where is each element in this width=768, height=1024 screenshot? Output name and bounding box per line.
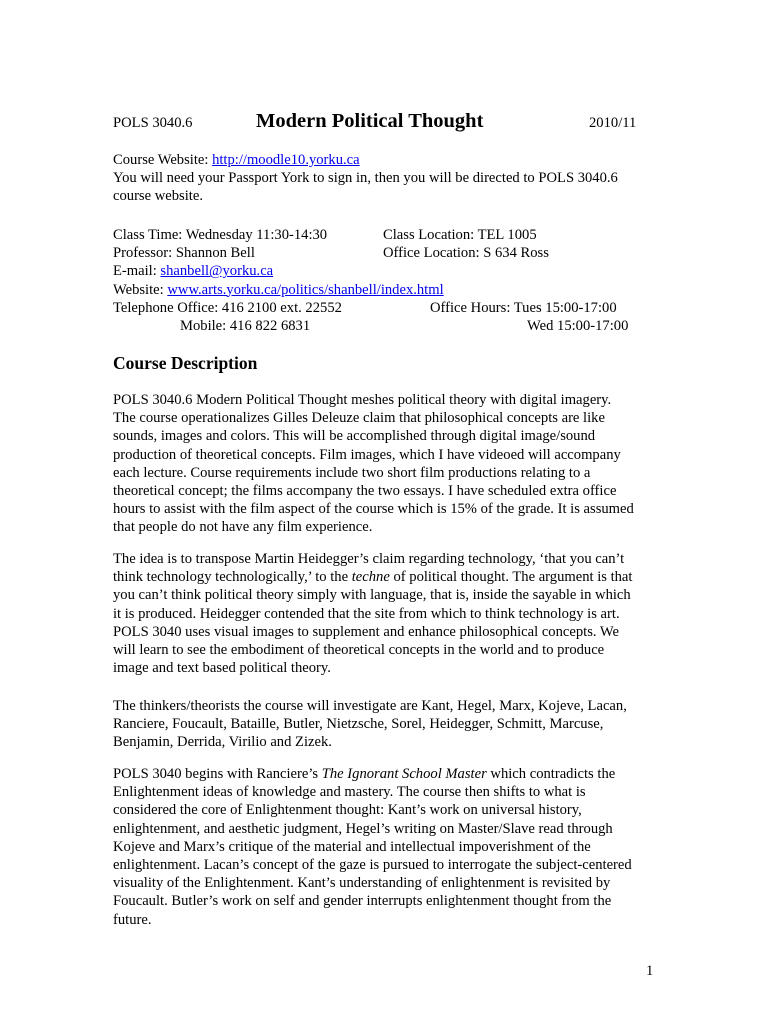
paragraph-line: future. — [113, 911, 152, 928]
paragraph-2 — [113, 550, 658, 677]
paragraph-line: Foucault. Butler’s work on self and gender interrupts enlightenment thought from the — [113, 893, 612, 910]
professor-name: Professor: Shannon Bell — [113, 245, 255, 262]
paragraph-line — [113, 765, 658, 783]
paragraph-line: Kojeve and Marx’s critique of the material and intellectual impoverishment of the — [113, 838, 591, 855]
paragraph-3 — [113, 697, 658, 752]
paragraph-line: theoretical concept; the films accompany the two essays. I have scheduled extra office — [113, 482, 617, 499]
italic-term: techne — [351, 569, 390, 586]
italic-book-title: The Ignorant School Master — [321, 766, 487, 782]
paragraph-line: The course operationalizes Gilles Deleuze claim that philosophical concepts are like — [113, 410, 605, 427]
course-website-link[interactable]: http://moodle10.yorku.ca — [212, 152, 360, 168]
paragraph-line: hours to assist with the film aspect of the course which is 15% of the grade. It is assumed — [113, 501, 634, 518]
office-location: Office Location: S 634 Ross — [383, 245, 549, 262]
text-run: which contradicts the — [486, 766, 616, 782]
section-heading-course-description: Course Description — [113, 353, 258, 373]
course-website-line — [113, 151, 618, 169]
website-label: Website: — [113, 281, 168, 298]
paragraph-line: it is produced. Heidegger contended that the site from which to think technology is art. — [113, 605, 620, 622]
paragraph-line: each lecture. Course requirements include two short film productions relating to a — [113, 464, 591, 481]
telephone-office: Telephone Office: 416 2100 ext. 22552 — [113, 299, 342, 316]
website-line — [113, 281, 444, 299]
website-intro — [113, 151, 618, 206]
telephone-mobile: Mobile: 416 822 6831 — [180, 317, 311, 334]
info-row-website — [113, 281, 653, 299]
paragraph-line: POLS 3040 uses visual images to supplement and enhance philosophical concepts. We — [113, 623, 619, 640]
info-row-email — [113, 262, 653, 280]
paragraph-line: will learn to see the embodiment of theoretical concepts in the world and to produce — [113, 641, 605, 658]
class-location: Class Location: TEL 1005 — [383, 227, 537, 243]
email-link[interactable]: shanbell@yorku.ca — [160, 263, 274, 280]
office-hours-wednesday: Wed 15:00-17:00 — [527, 317, 629, 334]
paragraph-line: The idea is to transpose Martin Heidegger’s claim regarding technology, ‘that you can’t — [113, 551, 625, 567]
paragraph-line: sounds, images and colors. This will be accomplished through digital image/sound — [113, 428, 596, 445]
paragraph-line: image and text based political theory. — [113, 660, 331, 677]
text-run: of political thought. The argument is that — [389, 569, 633, 586]
text-run: POLS 3040 begins with Ranciere’s — [113, 766, 322, 782]
professor-website-link[interactable]: www.arts.yorku.ca/politics/shanbell/index.html — [167, 281, 444, 298]
paragraph-line: considered the core of Enlightenment thought: Kant’s work on universal history, — [113, 802, 582, 819]
paragraph-line — [113, 568, 658, 586]
paragraph-line: Ranciere, Foucault, Bataille, Butler, Nietzsche, Sorel, Heidegger, Schmitt, Marcuse, — [113, 716, 604, 733]
paragraph-line: The thinkers/theorists the course will investigate are Kant, Hegel, Marx, Kojeve, Lacan, — [113, 698, 627, 714]
email-line — [113, 262, 273, 280]
passport-instructions-line-2: course website. — [113, 188, 203, 205]
course-code: POLS 3040.6 — [113, 115, 193, 131]
paragraph-line: you can’t think political theory simply with language, that is, inside the sayable in which — [113, 587, 631, 604]
passport-instructions-line: You will need your Passport York to sign in, then you will be directed to POLS 3040.6 — [113, 170, 618, 187]
email-label: E-mail: — [113, 263, 161, 280]
paragraph-4 — [113, 765, 658, 929]
paragraph-line: that people do not have any film experience. — [113, 519, 373, 536]
paragraph-line: Enlightenment ideas of knowledge and mastery. The course then shifts to what is — [113, 784, 586, 801]
info-row-time — [113, 226, 653, 244]
course-info — [113, 226, 653, 335]
paragraph-line: Benjamin, Derrida, Virilio and Zizek. — [113, 734, 332, 751]
info-row-telephone — [113, 299, 653, 317]
paragraph-line: visuality of the Enlightenment. Kant’s understanding of enlightenment is revisited by — [113, 875, 611, 892]
paragraph-line: POLS 3040.6 Modern Political Thought meshes political theory with digital imagery. — [113, 392, 612, 408]
paragraph-line: enlightenment, and aesthetic judgment, Hegel’s writing on Master/Slave read through — [113, 820, 613, 837]
class-time: Class Time: Wednesday 11:30-14:30 — [113, 227, 328, 243]
paragraph-1 — [113, 391, 658, 537]
office-hours-tuesday: Office Hours: Tues 15:00-17:00 — [430, 299, 617, 316]
academic-year: 2010/11 — [589, 115, 637, 131]
paragraph-line: enlightenment. Lacan’s concept of the gaze is pursued to interrogate the subject-centered — [113, 856, 632, 873]
paragraph-line: production of theoretical concepts. Film images, which I have videoed will accompany — [113, 446, 621, 463]
page-number: 1 — [646, 963, 654, 979]
info-row-professor — [113, 244, 653, 262]
course-website-label: Course Website: — [113, 152, 213, 168]
text-run: think technology technologically,’ to the — [113, 569, 352, 586]
info-row-mobile — [113, 317, 653, 335]
document-title: Modern Political Thought — [256, 110, 484, 132]
